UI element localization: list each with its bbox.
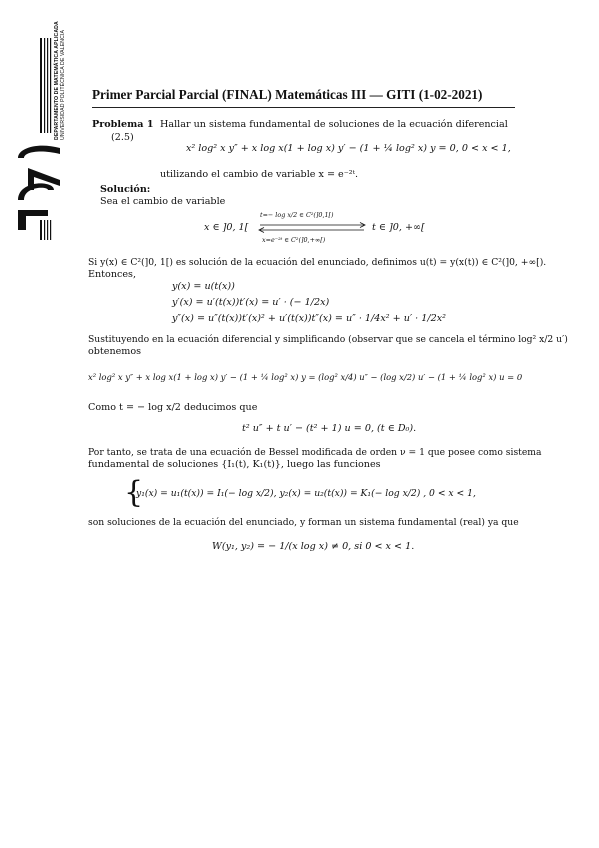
para1b: Entonces,: [88, 269, 137, 280]
solution-heading: Solución:: [100, 184, 151, 195]
title-rule: [92, 107, 515, 108]
para2b: obtenemos: [88, 346, 142, 357]
page-title: Primer Parcial Parcial (FINAL) Matemáticas III — GITI (1-02-2021): [92, 87, 483, 102]
derivative-line-1: y(x) = u(t(x)): [172, 281, 235, 292]
mapping-left: x ∈ ]0, 1[: [204, 222, 249, 233]
transformed-equation: x² log² x y″ + x log x(1 + log x) y′ − (1 + ¼ log² x) y = (log² x/4) u″ − (log x/2) u′ − (1 + ¼ log² x) u = 0: [88, 372, 523, 382]
derivative-line-2: y′(x) = u′(t(x))t′(x) = u′ · (− 1/2x): [172, 297, 330, 308]
para5: son soluciones de la ecuación del enunciado, y forman un sistema fundamental (real) ya que: [88, 517, 519, 528]
para4: Por tanto, se trata de una ecuación de Bessel modificada de orden ν = 1 que posee como sistema: [88, 447, 542, 458]
logo-dept-line2: UNIVERSIDAD POLITÉCNICA DE VALENCIA: [60, 29, 66, 140]
problem-hint: utilizando el cambio de variable x = e⁻²ᵗ.: [160, 169, 359, 180]
logo-dept-line1: DEPARTAMENTO DE MATEMÁTICA APLICADA: [54, 21, 60, 140]
mapping-bottom: x=e⁻²ᵗ ∈ C²(]0,+∞[): [262, 236, 326, 244]
derivative-line-3: y″(x) = u″(t(x))t′(x)² + u′(t(x))t″(x) = u″ · 1/4x² + u′ · 1/2x²: [172, 313, 446, 324]
para1: Si y(x) ∈ C²(]0, 1[) es solución de la ecuación del enunciado, definimos u(t) = y(x(t)) ∈ C²(]0, +∞[).: [88, 257, 547, 268]
wronskian-equation: W(y₁, y₂) = − 1/(x log x) ≠ 0, si 0 < x < 1.: [212, 541, 415, 552]
mapping-right: t ∈ ]0, +∞[: [372, 222, 425, 233]
solution-intro: Sea el cambio de variable: [100, 196, 226, 207]
left-brace: {: [124, 475, 144, 510]
department-logo: [14, 21, 70, 245]
para4b: fundamental de soluciones {I₁(t), K₁(t)}, luego las funciones: [88, 459, 381, 470]
problem-equation: x² log² x y″ + x log x(1 + log x) y′ − (1 + ¼ log² x) y = 0, 0 < x < 1,: [186, 143, 511, 154]
problem-label: Problema 1: [92, 119, 154, 130]
solution-functions: y₁(x) = u₁(t(x)) = I₁(− log x/2), y₂(x) = u₂(t(x)) = K₁(− log x/2) , 0 < x < 1,: [136, 488, 476, 499]
mapping-arrows: [258, 221, 368, 235]
problem-statement: Hallar un sistema fundamental de soluciones de la ecuación diferencial: [160, 119, 508, 130]
mapping-top: t=− log x/2 ∈ C²(]0,1[): [260, 211, 334, 219]
bessel-equation: t² u″ + t u′ − (t² + 1) u = 0, (t ∈ D₀).: [242, 423, 417, 434]
problem-points: (2.5): [111, 132, 134, 143]
para3: Como t = − log x/2 deducimos que: [88, 402, 258, 413]
para2: Sustituyendo en la ecuación diferencial y simplificando (observar que se cancela el término log² x/2 u′): [88, 334, 568, 345]
